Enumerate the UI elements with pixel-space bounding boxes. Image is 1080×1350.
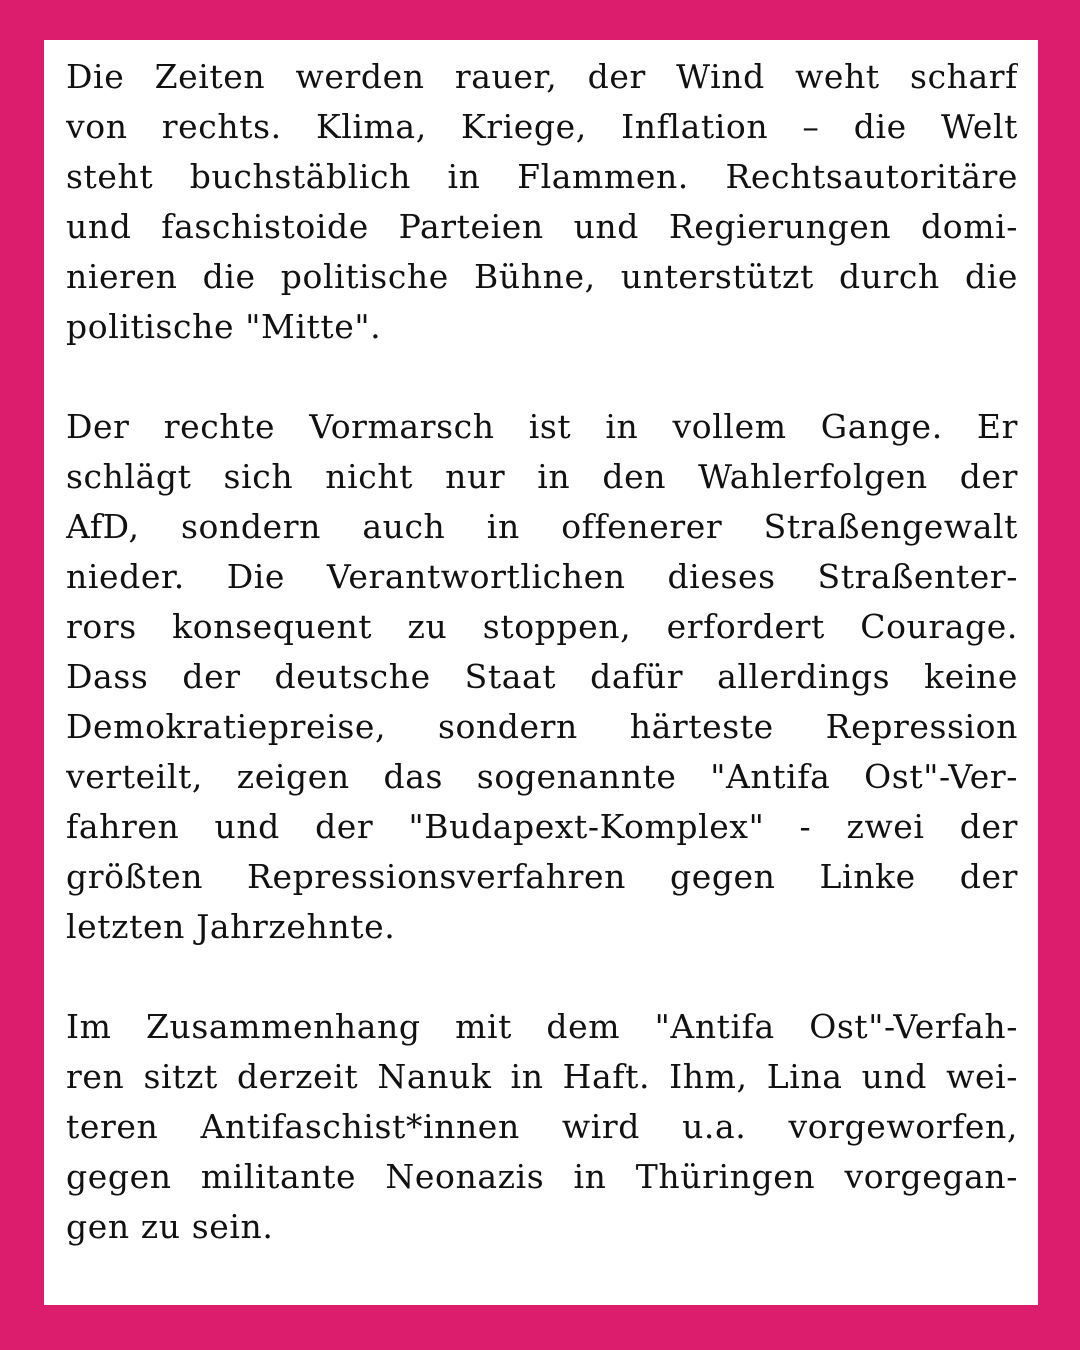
- text-line: Dass der deutsche Staat dafür allerdings keine: [66, 657, 1018, 696]
- text-line: gen zu sein.: [66, 1207, 274, 1246]
- text-line: von rechts. Klima, Kriege, Inflation – die Welt: [66, 107, 1018, 146]
- text-line: Der rechte Vormarsch ist in vollem Gange. Er: [66, 407, 1018, 446]
- text-line: AfD, sondern auch in offenerer Straßengewalt: [66, 507, 1018, 546]
- article-text: [66, 52, 1018, 1252]
- text-line: Im Zusammenhang mit dem "Antifa Ost"-Verfah-: [66, 1007, 1018, 1046]
- text-line: schlägt sich nicht nur in den Wahlerfolgen der: [66, 457, 1018, 496]
- text-line: Demokratiepreise, sondern härteste Repression: [66, 707, 1018, 746]
- paragraph-2: [66, 402, 1018, 952]
- text-line: nieren die politische Bühne, unterstützt durch die: [66, 257, 1018, 296]
- paragraph-gap: [66, 352, 1018, 402]
- text-line: politische "Mitte".: [66, 307, 382, 346]
- text-line: und faschistoide Parteien und Regierungen domi-: [66, 207, 1018, 246]
- text-line: rors konsequent zu stoppen, erfordert Courage.: [66, 607, 1018, 646]
- text-line: fahren und der "Budapext-Komplex" - zwei der: [66, 807, 1018, 846]
- text-line: gegen militante Neonazis in Thüringen vorgegan-: [66, 1157, 1018, 1196]
- text-line: letzten Jahrzehnte.: [66, 907, 396, 946]
- paragraph-1: [66, 52, 1018, 352]
- text-line: größten Repressionsverfahren gegen Linke der: [66, 857, 1018, 896]
- text-panel: [44, 40, 1038, 1305]
- text-line: nieder. Die Verantwortlichen dieses Straßenter-: [66, 557, 1018, 596]
- text-line: Die Zeiten werden rauer, der Wind weht scharf: [66, 57, 1018, 96]
- text-line: ren sitzt derzeit Nanuk in Haft. Ihm, Lina und wei-: [66, 1057, 1018, 1096]
- paragraph-gap: [66, 952, 1018, 1002]
- text-line: steht buchstäblich in Flammen. Rechtsautoritäre: [66, 157, 1018, 196]
- paragraph-3: [66, 1002, 1018, 1252]
- text-line: verteilt, zeigen das sogenannte "Antifa Ost"-Ver-: [66, 757, 1018, 796]
- text-line: teren Antifaschist*innen wird u.a. vorgeworfen,: [66, 1107, 1018, 1146]
